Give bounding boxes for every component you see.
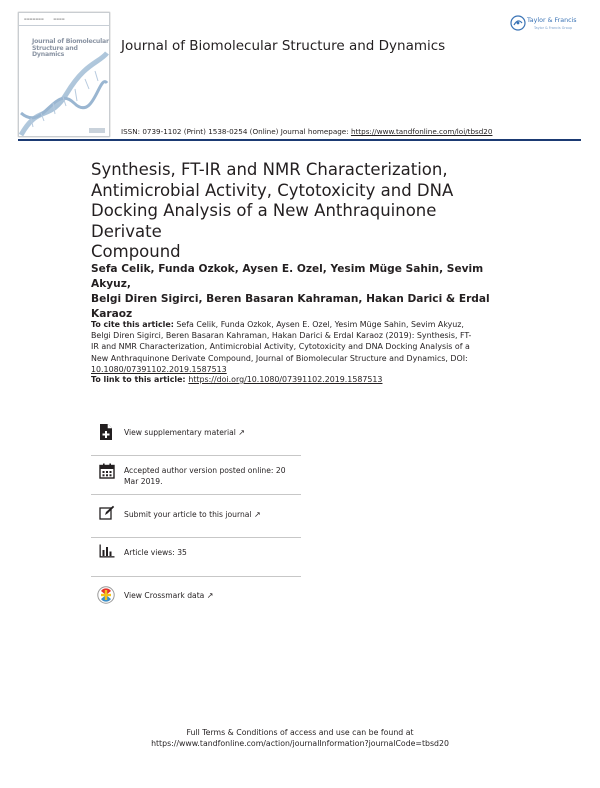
article-views-text: Article views: 35 bbox=[124, 548, 187, 557]
external-link-icon: ↗ bbox=[206, 591, 214, 600]
article-title bbox=[91, 160, 511, 263]
submit-article-link[interactable] bbox=[124, 510, 261, 521]
submit-article-row[interactable] bbox=[91, 505, 301, 535]
issn-text: ISSN: 0739-1102 (Print) 1538-0254 (Online) Journal homepage: bbox=[121, 127, 351, 136]
accepted-date-row bbox=[91, 463, 301, 499]
issn-line bbox=[121, 127, 492, 136]
accepted-date-text bbox=[124, 466, 286, 487]
citation-line: Belgi Diren Sigirci, Beren Basaran Kahraman, Hakan Darici & Erdal Karaoz (2019): Synthesis, FT- bbox=[91, 331, 472, 341]
citation-line: IR and NMR Characterization, Antimicrobial Activity, Cytotoxicity and DNA Docking Analysis of a bbox=[91, 342, 470, 352]
footer-terms bbox=[0, 727, 600, 749]
title-line: Compound bbox=[91, 242, 181, 261]
citation-block bbox=[91, 319, 511, 375]
journal-homepage-link[interactable]: https://www.tandfonline.com/loi/tbsd20 bbox=[350, 127, 493, 136]
header-divider bbox=[18, 139, 581, 141]
cover-header-strip: ▬▬▬▬▬▬▬ ▬▬▬▬ bbox=[24, 17, 65, 21]
author-list bbox=[91, 262, 511, 322]
title-line: Antimicrobial Activity, Cytotoxicity and DNA bbox=[91, 180, 454, 200]
publisher-subname: Taylor & Francis Group bbox=[534, 26, 573, 30]
article-doi-link[interactable]: https://doi.org/10.1080/07391102.2019.1587513 bbox=[188, 375, 383, 384]
external-link-icon: ↗ bbox=[238, 428, 245, 437]
article-link-line bbox=[91, 374, 511, 385]
accepted-date-line: Accepted author version posted online: 20 bbox=[124, 466, 286, 475]
external-link-icon: ↗ bbox=[253, 510, 261, 519]
row-divider bbox=[91, 455, 301, 456]
supplementary-material-row[interactable] bbox=[91, 423, 301, 453]
footer-terms-text: Full Terms & Conditions of access and use can be found at bbox=[186, 728, 414, 737]
publisher-name: Taylor & Francis bbox=[527, 17, 577, 24]
author-line: Sefa Celik, Funda Ozkok, Aysen E. Ozel, Yesim Müge Sahin, Sevim Akyuz, bbox=[91, 263, 484, 290]
journal-cover-thumbnail[interactable] bbox=[18, 12, 110, 137]
title-line: Docking Analysis of a New Anthraquinone Derivate bbox=[91, 201, 437, 241]
supplementary-material-link[interactable] bbox=[124, 428, 245, 439]
article-link-label: To link to this article: bbox=[91, 375, 189, 384]
document-plus-icon bbox=[99, 423, 113, 441]
edit-icon bbox=[99, 505, 115, 520]
citation-line: New Anthraquinone Derivate Compound, Journal of Biomolecular Structure and Dynamics, DOI: bbox=[91, 353, 468, 363]
crossmark-icon bbox=[97, 586, 115, 604]
calendar-icon bbox=[99, 463, 115, 479]
cover-title-line-2: Structure and Dynamics bbox=[32, 44, 78, 58]
crossmark-label: View Crossmark data bbox=[124, 591, 205, 600]
footer-terms-link[interactable]: https://www.tandfonline.com/action/journalInformation?journalCode=tbsd20 bbox=[151, 739, 449, 748]
title-line: Synthesis, FT-IR and NMR Characterization, bbox=[91, 160, 448, 179]
crossmark-row[interactable] bbox=[91, 586, 301, 612]
article-views-row bbox=[91, 544, 301, 574]
row-divider bbox=[91, 494, 301, 495]
author-line: Belgi Diren Sigirci, Beren Basaran Kahraman, Hakan Darici & Erdal Karaoz bbox=[91, 293, 490, 320]
supplementary-material-label: View supplementary material bbox=[124, 428, 236, 437]
submit-article-label: Submit your article to this journal bbox=[124, 510, 252, 519]
row-divider bbox=[91, 576, 301, 577]
citation-line: Sefa Celik, Funda Ozkok, Aysen E. Ozel, Yesim Müge Sahin, Sevim Akyuz, bbox=[173, 320, 464, 329]
accepted-date-line: Mar 2019. bbox=[124, 476, 163, 486]
citation-doi-link[interactable]: 10.1080/07391102.2019.1587513 bbox=[91, 364, 227, 374]
dna-helix-image bbox=[19, 13, 109, 136]
publisher-logo[interactable] bbox=[510, 15, 584, 35]
cover-title-line-1: Journal of Biomolecular bbox=[32, 38, 109, 45]
citation-label: To cite this article: bbox=[91, 320, 174, 329]
taylor-francis-logo-icon bbox=[510, 15, 526, 31]
bar-chart-icon bbox=[99, 544, 115, 558]
journal-title[interactable]: Journal of Biomolecular Structure and Dynamics bbox=[121, 38, 446, 54]
row-divider bbox=[91, 537, 301, 538]
crossmark-link[interactable] bbox=[124, 591, 213, 602]
cover-title bbox=[32, 39, 109, 59]
